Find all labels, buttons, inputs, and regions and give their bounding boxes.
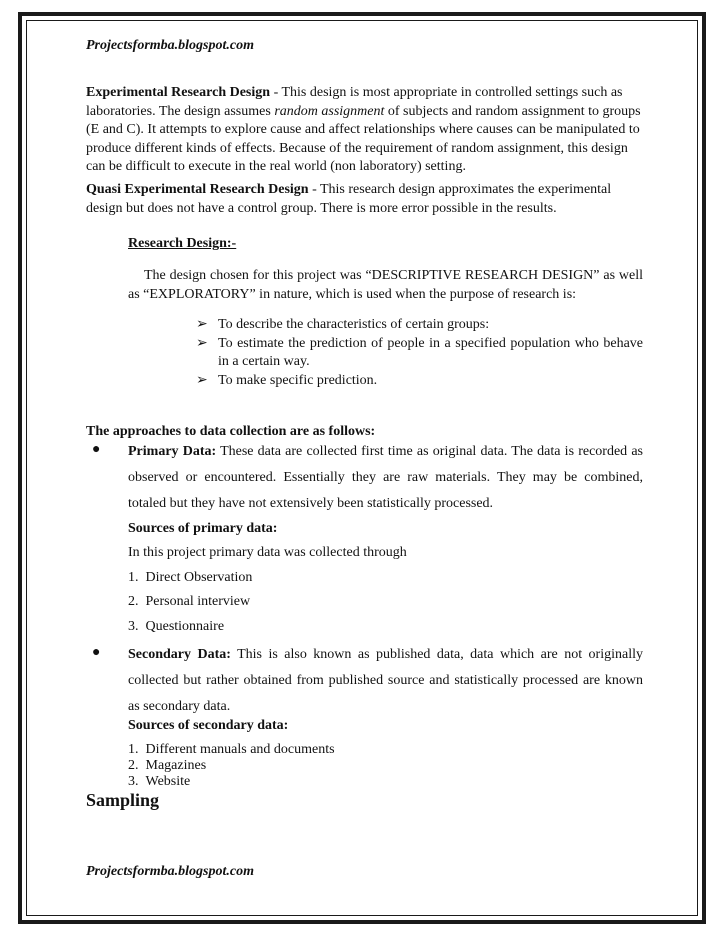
list-item: 1. Direct Observation: [128, 570, 253, 585]
research-purpose-list: [196, 316, 643, 390]
arrow-bullet-icon: ➢: [196, 317, 208, 332]
primary-label: Primary Data:: [128, 444, 217, 459]
list-item: 2. Personal interview: [128, 594, 251, 609]
secondary-text: This is also known as published data, data which are not originally collected but rather obtained from published source and statistically processed are known as secondary data.: [128, 647, 643, 714]
sampling-heading: Sampling: [86, 790, 160, 810]
quasi-title: Quasi Experimental Research Design: [86, 182, 309, 197]
list-item: ➢ To estimate the prediction of people in a specified population who behave in a certain way.: [196, 335, 643, 369]
secondary-label: Secondary Data:: [128, 647, 231, 662]
list-item: 3. Questionnaire: [128, 619, 225, 634]
bullet-icon: ●: [92, 645, 101, 660]
secondary-paragraph: [128, 642, 643, 720]
list-item: ➢ To make specific prediction.: [196, 372, 643, 391]
primary-paragraph: [128, 439, 643, 517]
approaches-heading: The approaches to data collection are as follows:: [86, 424, 376, 439]
experimental-text-a: - This design is most appropriate in controlled settings such as laboratories. The design assumes: [86, 85, 623, 119]
list-item: 3. Website: [128, 774, 191, 789]
list-item: 1. Different manuals and documents: [128, 742, 335, 757]
quasi-paragraph: [86, 181, 646, 218]
bullet-icon: ●: [92, 442, 101, 457]
experimental-italic: random assignment: [274, 103, 385, 119]
research-design-body: The design chosen for this project was “DESCRIPTIVE RESEARCH DESIGN” as well as “EXPLORATORY” in nature, which is used when the purpose of research is:: [128, 268, 643, 302]
primary-intro: In this project primary data was collected through: [128, 545, 407, 560]
secondary-sources-heading: Sources of secondary data:: [128, 718, 289, 733]
research-design-heading: Research Design:-: [128, 236, 237, 251]
page-footer: Projectsformba.blogspot.com: [86, 864, 254, 879]
page-header: Projectsformba.blogspot.com: [86, 38, 254, 53]
experimental-paragraph: [86, 84, 646, 177]
arrow-bullet-icon: ➢: [196, 372, 208, 388]
primary-sources-heading: Sources of primary data:: [128, 521, 278, 536]
experimental-text-b: of subjects and random assignment to groups (E and C). It attempts to explore cause and affect relationships where causes can be manipulated to produce different kinds of effects. Because of the requirement of random assignment, this design can be difficult to execute in the real world (non laboratory) setting.: [86, 103, 641, 174]
list-item: 2. Magazines: [128, 758, 207, 773]
quasi-text: - This research design approximates the experimental design but does not have a control group. There is more error possible in the results.: [86, 182, 612, 216]
arrow-bullet-icon: ➢: [196, 335, 208, 351]
primary-text: These data are collected first time as original data. The data is recorded as observed or encountered. Essentially they are raw materials. They may be combined, totaled but they have not extensively been statistically processed.: [128, 444, 643, 511]
list-item: ➢ To describe the characteristics of certain groups:: [196, 316, 643, 335]
experimental-title: Experimental Research Design: [86, 85, 271, 100]
